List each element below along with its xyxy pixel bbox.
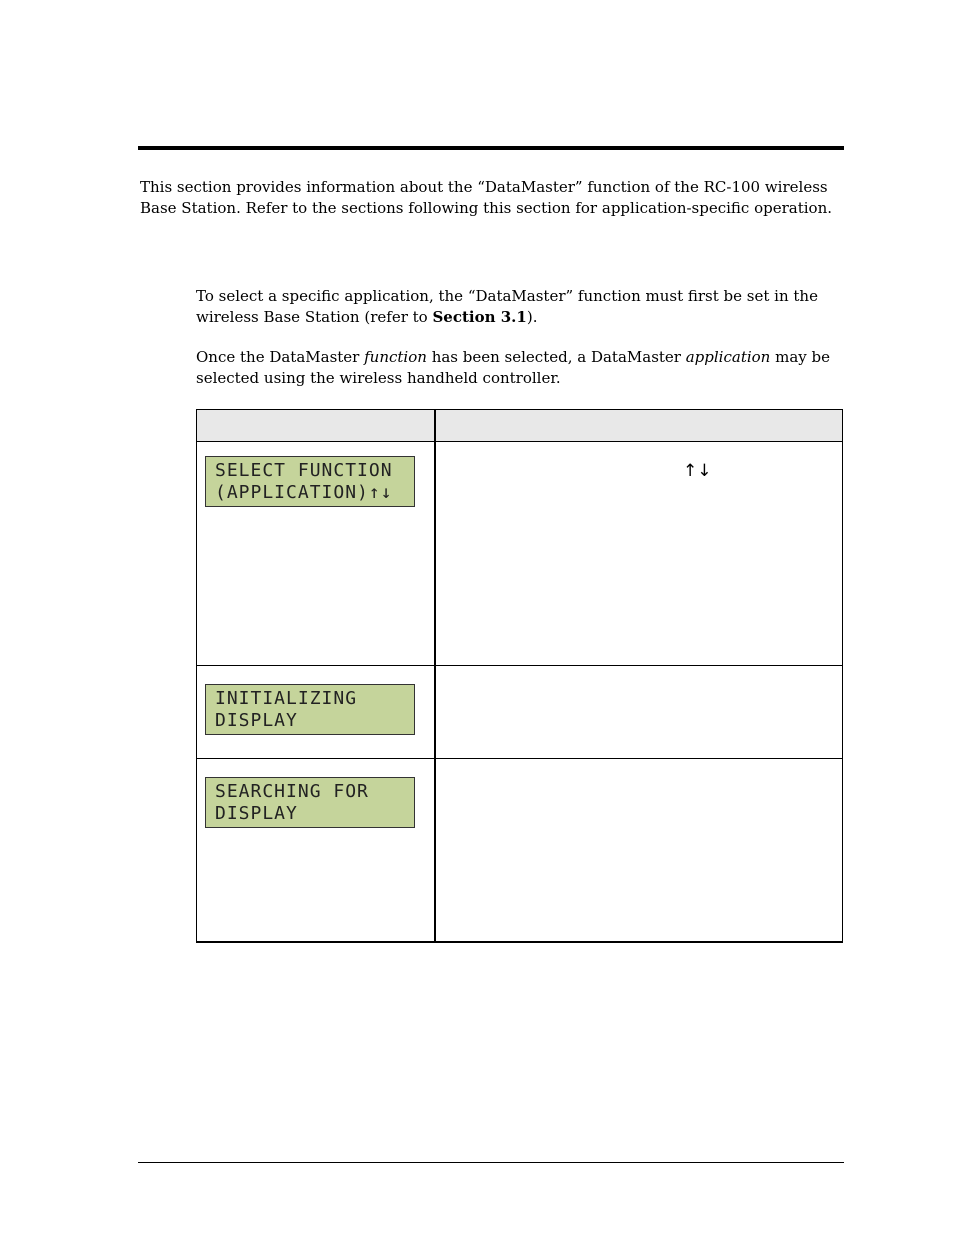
para3-italic-application: application (685, 348, 771, 366)
para3-text-2: has been selected, a DataMaster (426, 348, 686, 366)
up-down-arrows-icon: ↑↓ (683, 461, 712, 481)
lcd-line-2: (APPLICATION)↑↓ (215, 482, 393, 503)
description-cell (435, 442, 843, 666)
footer-rule (138, 1162, 844, 1163)
table-row (197, 666, 843, 759)
lcd-display-initializing (205, 684, 415, 735)
table-row (197, 442, 843, 666)
lcd-line-2: DISPLAY (215, 710, 298, 731)
description-cell (435, 666, 843, 759)
header-cell-description (435, 410, 843, 442)
para2-text-before: To select a specific application, the “DataMaster” function must first be set in the wireless Base Station (refer to (196, 287, 818, 326)
description-cell (435, 759, 843, 942)
lcd-cell (197, 442, 435, 666)
lcd-line-1: SEARCHING FOR (215, 781, 369, 802)
select-application-paragraph (196, 286, 841, 328)
para3-italic-function: function (364, 348, 427, 366)
intro-paragraph: This section provides information about the “DataMaster” function of the RC-100 wireless Base Station. Refer to the sections following this section for application-specific operation. (140, 178, 832, 217)
table-header-row (197, 410, 843, 442)
header-cell-display (197, 410, 435, 442)
lcd-display-searching (205, 777, 415, 828)
lcd-line-1: INITIALIZING (215, 688, 358, 709)
para3-text-3: may be selected using the wireless handheld controller. (196, 348, 830, 387)
lcd-cell (197, 666, 435, 759)
lcd-steps-table (196, 409, 843, 943)
header-rule (138, 146, 844, 150)
para3-text-1: Once the DataMaster (196, 348, 365, 366)
lcd-cell (197, 759, 435, 942)
lcd-line-1: SELECT FUNCTION (215, 460, 393, 481)
application-note-paragraph (196, 347, 841, 389)
section-reference: Section 3.1 (432, 308, 527, 326)
table-row (197, 759, 843, 942)
para2-text-after: ). (526, 308, 538, 326)
lcd-display-select-function (205, 456, 415, 507)
lcd-line-2: DISPLAY (215, 803, 298, 824)
